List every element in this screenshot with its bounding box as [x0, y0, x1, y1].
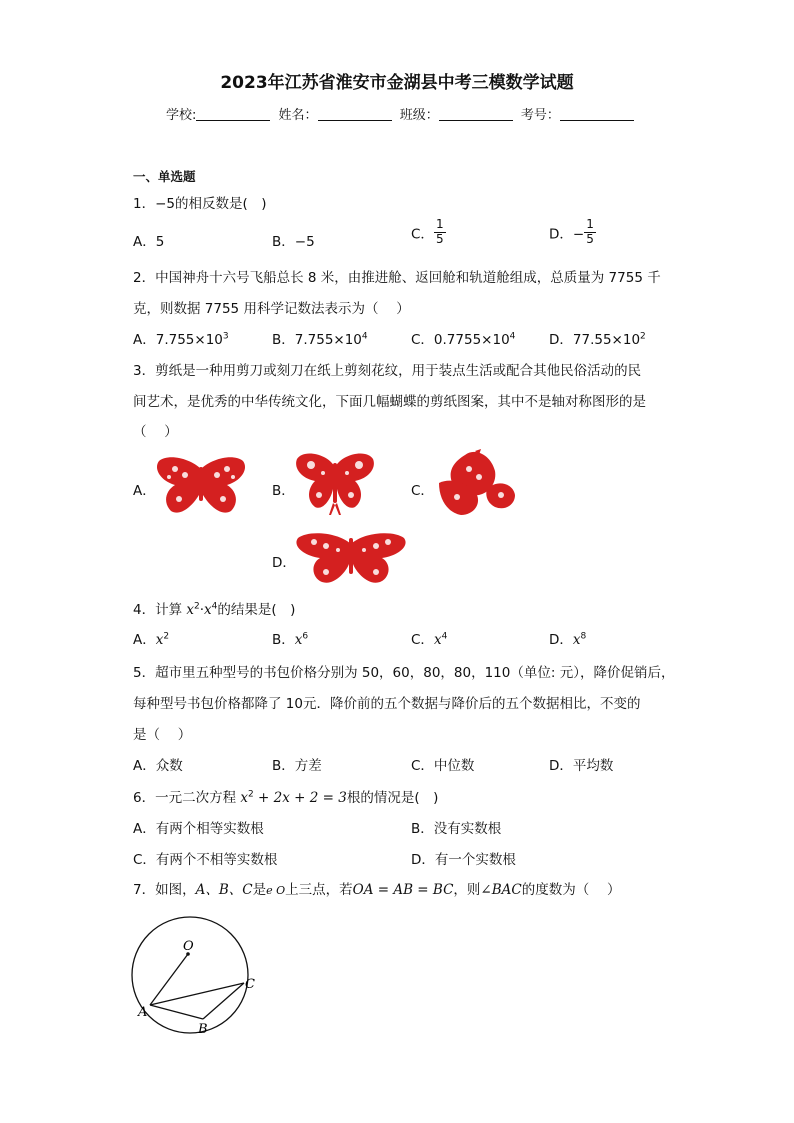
- q3-option-c[interactable]: C．: [411, 483, 434, 499]
- q1-option-a[interactable]: A．5: [133, 234, 165, 250]
- q4-b-exp: 6: [302, 631, 309, 642]
- q2-a-exponent: 3: [222, 331, 229, 342]
- label-c: C: [245, 977, 255, 992]
- q6-option-a[interactable]: A．有两个相等实数根: [133, 821, 264, 837]
- q3-option-b[interactable]: B．: [272, 483, 295, 499]
- question-1: 1．−5的相反数是( ): [133, 196, 267, 212]
- q4-base-2: x: [204, 602, 212, 618]
- question-3-line-1: 3．剪纸是一种用剪刀或刻刀在纸上剪刻花纹，用于装点生活或配合其他民俗活动的民: [133, 363, 642, 379]
- q4-exp-1: 2: [194, 601, 200, 612]
- name-label: 姓名：: [278, 108, 318, 123]
- q6-eq-exp: 2: [248, 789, 254, 800]
- q4-b-label: B．: [272, 632, 295, 648]
- q6-prefix: 6．一元二次方程: [133, 790, 241, 806]
- q4-option-a[interactable]: [133, 628, 169, 648]
- exam-info-line: [166, 104, 638, 123]
- q5-option-c[interactable]: C．中位数: [411, 758, 475, 774]
- q2-d-text: D．77.55×10: [549, 332, 641, 348]
- q6-suffix: 根的情况是( ): [346, 790, 439, 806]
- question-2-line-1: 2．中国神舟十六号飞船总长 8 米，由推进舱、返回舱和轨道舱组成，总质量为 7755 千: [133, 270, 661, 286]
- q1-option-c[interactable]: [411, 218, 446, 247]
- q4-d-label: D．: [549, 632, 573, 648]
- question-4: [133, 598, 295, 618]
- question-2-line-2: 克，则数据 7755 用科学记数法表示为（ ）: [133, 301, 410, 317]
- question-5-line-2: 每种型号书包价格都降了 10元．降价前的五个数据与降价后的五个数据相比，不变的: [133, 696, 641, 712]
- question-3-line-2: 间艺术，是优秀的中华传统文化，下面几幅蝴蝶的剪纸图案，其中不是轴对称图形的是: [133, 394, 646, 410]
- class-field[interactable]: [439, 108, 513, 121]
- q2-option-b[interactable]: [272, 328, 368, 348]
- q7-mid-3: ，则: [453, 882, 481, 898]
- q4-a-label: A．: [133, 632, 156, 648]
- q3-option-a[interactable]: A．: [133, 483, 156, 499]
- q4-a-exp: 2: [163, 631, 170, 642]
- q4-suffix: 的结果是( ): [217, 602, 296, 618]
- question-6: [133, 786, 438, 806]
- q4-d-exp: 8: [580, 631, 587, 642]
- q1-d-numerator: 1: [586, 217, 594, 231]
- q5-option-a[interactable]: A．众数: [133, 758, 183, 774]
- q4-c-label: C．: [411, 632, 434, 648]
- q7-mid-1: 是: [252, 882, 267, 898]
- q1-d-label: D．−: [549, 226, 585, 243]
- butterfly-a-image: [155, 455, 247, 517]
- q2-c-exponent: 4: [509, 331, 516, 342]
- class-label: 班级：: [399, 108, 439, 123]
- q1-c-numerator: 1: [435, 217, 444, 231]
- q2-option-d[interactable]: [549, 328, 646, 348]
- q4-c-var: x: [433, 632, 442, 648]
- question-5-line-3: 是（ ）: [133, 727, 192, 743]
- q4-option-b[interactable]: [272, 628, 308, 648]
- q7-circle-symbol: e O: [266, 884, 286, 897]
- school-field[interactable]: [196, 108, 270, 121]
- q2-option-a[interactable]: [133, 328, 229, 348]
- q7-prefix: 7．如图，: [133, 882, 196, 898]
- name-field[interactable]: [318, 108, 392, 121]
- section-heading: 一、单选题: [133, 169, 196, 184]
- q4-option-d[interactable]: [549, 628, 586, 648]
- q6-eq-var: x: [240, 790, 249, 806]
- label-b: B: [198, 1022, 208, 1037]
- q4-option-c[interactable]: [411, 628, 447, 648]
- butterfly-c-image: [435, 449, 517, 519]
- page-title: 2023年江苏省淮安市金湖县中考三模数学试题: [220, 73, 574, 93]
- q7-mid-2: 上三点，若: [285, 882, 353, 898]
- q3-option-d[interactable]: D．: [272, 555, 296, 571]
- q6-option-b[interactable]: B．没有实数根: [411, 821, 502, 837]
- butterfly-b-image: [293, 451, 377, 517]
- q4-d-var: x: [572, 632, 581, 648]
- question-7: [133, 878, 621, 898]
- q4-c-exp: 4: [441, 631, 448, 642]
- q5-option-d[interactable]: D．平均数: [549, 758, 614, 774]
- label-o: O: [183, 939, 194, 954]
- q1-c-label: C．: [411, 226, 434, 243]
- q7-suffix: 的度数为（ ）: [521, 882, 621, 898]
- q7-angle: ∠BAC: [480, 882, 522, 898]
- q5-option-b[interactable]: B．方差: [272, 758, 322, 774]
- q4-a-var: x: [155, 632, 164, 648]
- q4-exp-2: 4: [211, 601, 218, 612]
- q2-b-text: B．7.755×10: [272, 332, 362, 348]
- q6-option-d[interactable]: D．有一个实数根: [411, 852, 516, 868]
- q2-d-exponent: 2: [640, 331, 646, 342]
- school-label: 学校:: [166, 108, 197, 123]
- q4-b-var: x: [294, 632, 303, 648]
- segment-ab: [150, 1005, 203, 1019]
- q2-a-text: A．7.755×10: [133, 332, 223, 348]
- q4-base-1: x: [186, 602, 195, 618]
- q2-c-text: C．0.7755×10: [411, 332, 510, 348]
- question-3-line-3: （ ）: [133, 424, 178, 440]
- q7-circle-diagram: [125, 912, 275, 1042]
- question-5-line-1: 5．超市里五种型号的书包价格分别为 50，60，80，80，110（单位: 元），降价促销后，: [133, 665, 675, 681]
- q2-b-exponent: 4: [361, 331, 368, 342]
- q6-eq-rest: + 2x + 2 = 3: [253, 790, 347, 806]
- id-field[interactable]: [560, 108, 634, 121]
- q1-option-b[interactable]: B．−5: [272, 234, 315, 250]
- butterfly-d-image: [294, 528, 408, 586]
- q1-option-d[interactable]: [549, 218, 596, 247]
- q1-c-denominator: 5: [435, 231, 444, 246]
- q4-dot: ·: [199, 602, 205, 618]
- q7-equality: OA = AB = BC: [352, 882, 454, 898]
- label-a: A: [138, 1005, 148, 1020]
- q1-d-denominator: 5: [586, 231, 594, 246]
- q2-option-c[interactable]: [411, 328, 515, 348]
- q6-option-c[interactable]: C．有两个不相等实数根: [133, 852, 278, 868]
- id-label: 考号：: [520, 108, 560, 123]
- q4-prefix: 4．计算: [133, 602, 187, 618]
- q7-points: A、B、C: [195, 882, 253, 898]
